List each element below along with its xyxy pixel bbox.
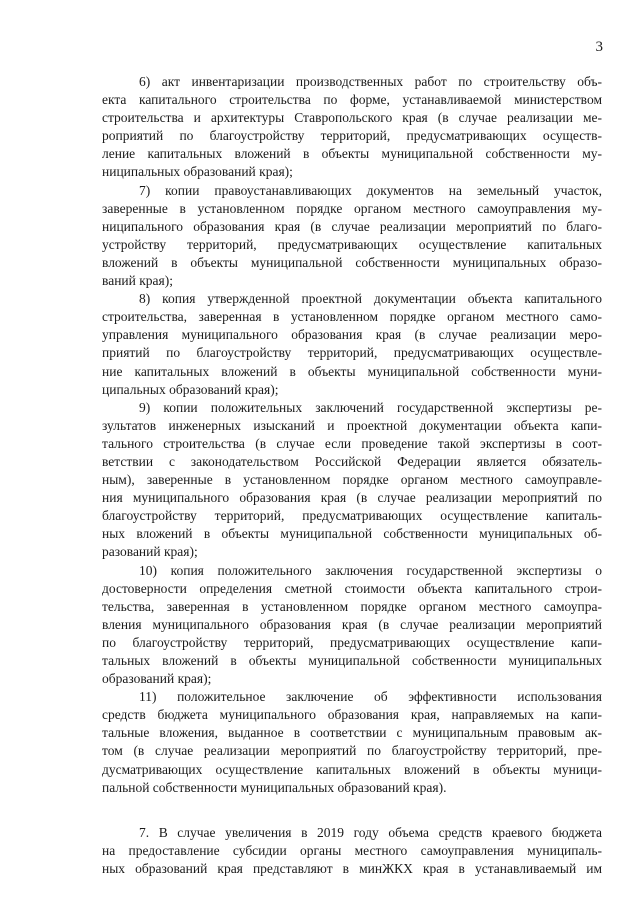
text-line: екта капитального строительства по форме, устанавливаемой министерством (102, 92, 602, 108)
text-line: ниципальных образований края); (102, 164, 293, 180)
list-item-10 (102, 562, 602, 689)
text-line: заверенные в установленном порядке органом местного самоуправления му- (102, 200, 602, 216)
text-line: вления муниципального образования края (в случае реализации мероприятий (102, 616, 602, 632)
text-line: ным), заверенные в установленном порядке органом местного самоуправле- (102, 472, 602, 488)
text-line: строительства, заверенная в установленном порядке органом местного само- (102, 309, 602, 325)
text-line: 7. В случае увеличения в 2019 году объема средств краевого бюджета (139, 824, 602, 840)
text-line: вложений в объекты муниципальной собственности муниципальных образо- (102, 254, 602, 270)
list-item-9 (102, 399, 602, 562)
text-line: ваний края); (102, 273, 173, 289)
text-line: 9) копии положительных заключений государственной экспертизы ре- (139, 399, 602, 415)
list-item-11 (102, 688, 602, 797)
text-line: достоверности определения сметной стоимости объекта капитального строи- (102, 580, 602, 596)
list-item-8 (102, 290, 602, 399)
text-line: ципальных образований края); (102, 381, 279, 397)
text-line: разований края); (102, 544, 198, 560)
text-line: по благоустройству территорий, предусматривающих осуществление капи- (102, 634, 602, 650)
text-line: 8) копия утвержденной проектной документации объекта капитального (139, 291, 602, 307)
page-number: 3 (595, 39, 603, 55)
text-line: ных образований края представляют в минЖКХ края в устанавливаемый им (102, 860, 602, 876)
text-line: тальные вложения, выданное в соответствии с муниципальным правовым ак- (102, 725, 602, 741)
text-line: управления муниципального образования края (в случае реализации меро- (102, 327, 602, 343)
text-line: пальной собственности муниципальных образований края). (102, 779, 447, 795)
text-line: 7) копии правоустанавливающих документов на земельный участок, (139, 182, 602, 198)
text-line: устройству территорий, предусматривающих осуществление капитальных (102, 236, 602, 252)
text-line: на предоставление субсидии органы местного самоуправления муниципаль- (102, 842, 602, 858)
paragraph-gap (102, 797, 602, 824)
text-line: 6) акт инвентаризации производственных работ по строительству объ- (139, 74, 602, 89)
text-line: ние капитальных вложений в объекты муниципальной собственности муни- (102, 363, 602, 379)
text-line: том (в случае реализации мероприятий по благоустройству территорий, пре- (102, 743, 602, 759)
section-7-paragraph (102, 824, 602, 878)
text-line: дусматривающих осуществление капитальных вложений в объекты муници- (102, 761, 602, 777)
text-line: ных вложений в объекты муниципальной собственности муниципальных об- (102, 526, 602, 542)
text-line: средств бюджета муниципального образования края, направляемых на капи- (102, 707, 602, 723)
text-line: роприятий по благоустройству территорий, предусматривающих осуществ- (102, 128, 602, 144)
text-line: ветствии с законодательством Российской Федерации является обязатель- (102, 453, 602, 469)
text-line: 10) копия положительного заключения государственной экспертизы о (139, 562, 602, 578)
text-line: 11) положительное заключение об эффективности использования (139, 689, 602, 705)
text-line: благоустройству территорий, предусматривающих осуществление капиталь- (102, 508, 602, 524)
list-item-6 (102, 73, 602, 182)
text-line: ния муниципального образования края (в случае реализации мероприятий по (102, 490, 602, 506)
text-line: зультатов инженерных изысканий и проектной документации объекта капи- (102, 417, 602, 433)
text-line: ление капитальных вложений в объекты муниципальной собственности му- (102, 146, 602, 162)
text-line: строительства и архитектуры Ставропольского края (в случае реализации ме- (102, 110, 602, 126)
text-line: тального строительства (в случае если проведение такой экспертизы в соот- (102, 435, 602, 451)
text-line: приятий по благоустройству территорий, предусматривающих осуществле- (102, 345, 602, 361)
text-line: ниципального образования края (в случае реализации мероприятий по благо- (102, 218, 602, 234)
list-item-7 (102, 182, 602, 291)
text-line: тельства, заверенная в установленном порядке органом местного самоупра- (102, 598, 602, 614)
document-body (102, 73, 602, 878)
text-line: тальных вложений в объекты муниципальной собственности муниципальных (102, 653, 602, 668)
text-line: образований края); (102, 671, 212, 687)
